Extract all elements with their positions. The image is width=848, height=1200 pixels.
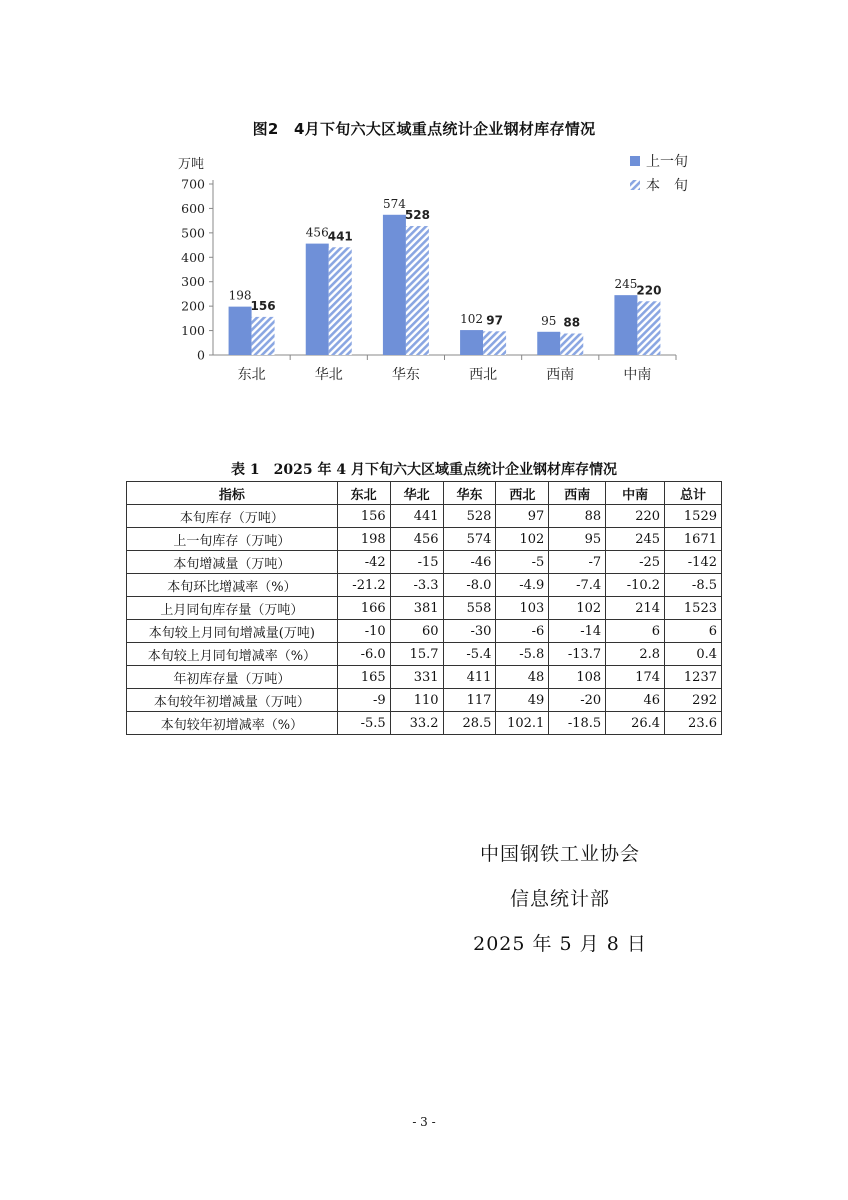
table-cell: 46 [606,689,665,712]
header-cell: 西北 [496,482,549,505]
data-label: 97 [486,313,503,328]
table-row [127,666,722,689]
table-cell: 1529 [665,505,722,528]
table-cell: 2.8 [606,643,665,666]
table-cell: 23.6 [665,712,722,735]
table-cell: -6 [496,620,549,643]
bar-previous [537,332,560,355]
data-label: 456 [305,225,329,240]
table-cell: 528 [443,505,496,528]
inventory-table [126,481,722,735]
table-cell: 26.4 [606,712,665,735]
table-cell: -9 [337,689,390,712]
table-cell: 214 [606,597,665,620]
table-header-row [127,482,722,505]
bar-previous [460,330,483,355]
data-label: 198 [228,288,252,303]
table-cell: -15 [390,551,443,574]
table-cell: -8.0 [443,574,496,597]
bar-previous [383,215,406,355]
table-cell: -5 [496,551,549,574]
row-label: 上一旬库存（万吨） [127,528,338,551]
data-label: 88 [563,315,581,330]
table-cell: 165 [337,666,390,689]
x-tick-label: 华北 [314,367,343,383]
table-cell: -42 [337,551,390,574]
table-cell: 558 [443,597,496,620]
bar-current [560,334,583,355]
y-tick-label: 600 [181,200,205,216]
table-cell: 102 [549,597,606,620]
table-cell: -10.2 [606,574,665,597]
table-cell: 110 [390,689,443,712]
table-cell: -25 [606,551,665,574]
table-cell: 456 [390,528,443,551]
table-cell: 0.4 [665,643,722,666]
signature-org: 中国钢铁工业协会 [479,843,640,865]
table-cell: -5.4 [443,643,496,666]
table-cell: 15.7 [390,643,443,666]
x-tick-label: 西南 [546,367,575,383]
header-cell: 东北 [337,482,390,505]
table-row [127,597,722,620]
table-cell: 331 [390,666,443,689]
table-cell: 33.2 [390,712,443,735]
x-tick-label: 华东 [391,367,420,383]
y-tick-label: 200 [181,298,205,314]
table-row [127,551,722,574]
table-cell: -5.5 [337,712,390,735]
table-cell: -20 [549,689,606,712]
table-row [127,528,722,551]
header-cell: 中南 [606,482,665,505]
table-caption: 表 1 2025 年 4 月下旬六大区域重点统计企业钢材库存情况 [231,462,617,478]
legend-swatch-current [630,180,640,190]
table-cell: 1523 [665,597,722,620]
table-cell: 174 [606,666,665,689]
table-row [127,505,722,528]
table-cell: 117 [443,689,496,712]
table-cell: -4.9 [496,574,549,597]
table-row [127,643,722,666]
signature-dept: 信息统计部 [509,888,610,910]
table-cell: 156 [337,505,390,528]
row-label: 本旬较上月同旬增减量(万吨) [127,620,338,643]
bar-current [406,226,429,355]
table-cell: 102.1 [496,712,549,735]
data-label: 156 [250,298,276,313]
table-cell: 411 [443,666,496,689]
table-cell: -6.0 [337,643,390,666]
table-cell: 6 [606,620,665,643]
table-cell: 95 [549,528,606,551]
table-cell: 48 [496,666,549,689]
y-tick-label: 0 [197,347,205,363]
table-cell: 220 [606,505,665,528]
legend-swatch-previous [630,156,640,166]
row-label: 上月同旬库存量（万吨） [127,597,338,620]
table-cell: 381 [390,597,443,620]
y-tick-label: 300 [181,274,205,290]
table-cell: -142 [665,551,722,574]
table-cell: 441 [390,505,443,528]
bar-current [637,301,660,355]
table-cell: -10 [337,620,390,643]
data-label: 95 [541,313,557,328]
table-cell: 60 [390,620,443,643]
table-cell: -30 [443,620,496,643]
table-cell: 1237 [665,666,722,689]
table-row [127,574,722,597]
bar-current [329,247,352,355]
table-cell: -8.5 [665,574,722,597]
table-cell: -13.7 [549,643,606,666]
table-cell: 97 [496,505,549,528]
header-cell: 西南 [549,482,606,505]
bar-previous [306,244,329,355]
table-cell: 292 [665,689,722,712]
table-cell: 574 [443,528,496,551]
bar-chart [0,0,848,400]
table-row [127,689,722,712]
data-label: 441 [327,229,353,244]
table-cell: 88 [549,505,606,528]
table-cell: 166 [337,597,390,620]
page-number: - 3 - [412,1115,436,1129]
table-cell: 245 [606,528,665,551]
y-tick-label: 400 [181,249,205,265]
bar-current [252,317,275,355]
data-label: 220 [636,283,662,298]
y-axis-label: 万吨 [178,157,205,172]
data-label: 528 [404,208,430,223]
x-tick-label: 东北 [237,367,266,383]
table-cell: -18.5 [549,712,606,735]
table-cell: -14 [549,620,606,643]
bar-previous [229,307,252,355]
legend-label: 上一旬 [646,154,688,170]
table-cell: -7.4 [549,574,606,597]
chart-title: 图2 4月下旬六大区域重点统计企业钢材库存情况 [252,120,596,138]
row-label: 本旬环比增减率（%） [127,574,338,597]
header-cell: 指标 [127,482,338,505]
table-cell: 102 [496,528,549,551]
table-cell: 103 [496,597,549,620]
table-cell: 198 [337,528,390,551]
table-cell: -7 [549,551,606,574]
bar-previous [614,295,637,355]
row-label: 本旬较年初增减量（万吨） [127,689,338,712]
table-row [127,712,722,735]
legend-label: 本 旬 [646,178,688,194]
y-tick-label: 700 [181,176,205,192]
table-cell: -46 [443,551,496,574]
signature-date: 2025 年 5 月 8 日 [473,933,647,955]
y-tick-label: 500 [181,225,205,241]
header-cell: 华北 [390,482,443,505]
x-tick-label: 西北 [469,367,498,383]
table-cell: -5.8 [496,643,549,666]
y-tick-label: 100 [181,323,205,339]
row-label: 本旬较年初增减率（%） [127,712,338,735]
data-label: 102 [460,312,484,327]
table-cell: 49 [496,689,549,712]
table-row [127,620,722,643]
table-cell: -3.3 [390,574,443,597]
header-cell: 总计 [665,482,722,505]
table-cell: -21.2 [337,574,390,597]
table-cell: 108 [549,666,606,689]
header-cell: 华东 [443,482,496,505]
table-cell: 6 [665,620,722,643]
row-label: 年初库存量（万吨） [127,666,338,689]
data-label: 574 [382,196,406,211]
row-label: 本旬增减量（万吨） [127,551,338,574]
table-cell: 1671 [665,528,722,551]
row-label: 本旬库存（万吨） [127,505,338,528]
x-tick-label: 中南 [623,367,652,383]
row-label: 本旬较上月同旬增减率（%） [127,643,338,666]
table-cell: 28.5 [443,712,496,735]
bar-current [483,331,506,355]
data-label: 245 [614,277,638,292]
